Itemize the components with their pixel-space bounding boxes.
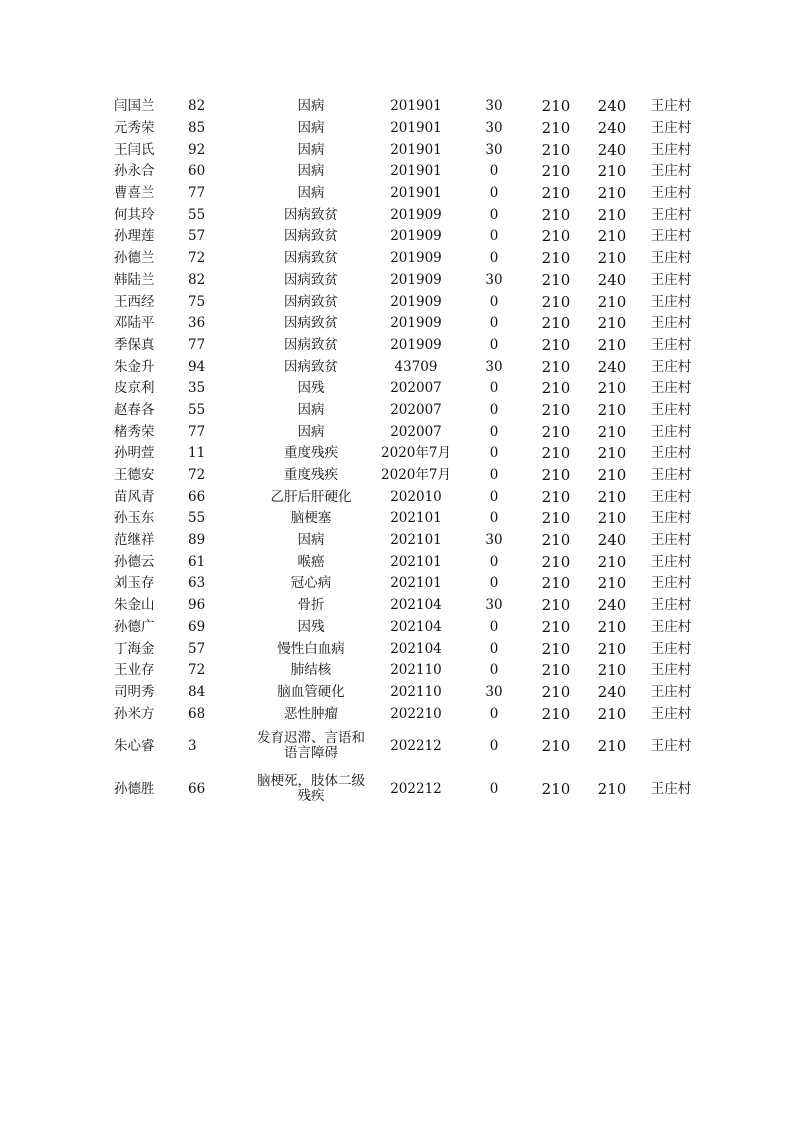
table-row bbox=[104, 465, 704, 487]
age-cell: 77 bbox=[188, 423, 206, 440]
village-cell: 王庄村 bbox=[650, 98, 692, 115]
reason-cell: 因病致贫 bbox=[284, 228, 338, 245]
table-row bbox=[104, 378, 704, 400]
table-row bbox=[104, 486, 704, 508]
name-cell: 孙德云 bbox=[114, 553, 155, 570]
name-cell: 王德安 bbox=[114, 467, 155, 484]
table-row bbox=[104, 313, 704, 335]
date-cell: 202007 bbox=[390, 401, 442, 418]
total-amount-cell: 210 bbox=[597, 736, 627, 755]
name-cell: 王西经 bbox=[114, 293, 155, 310]
table-row bbox=[104, 356, 704, 378]
total-amount-cell: 240 bbox=[597, 596, 627, 615]
extra-amount-cell: 0 bbox=[489, 228, 499, 245]
total-amount-cell: 240 bbox=[597, 119, 627, 138]
base-amount-cell: 210 bbox=[541, 531, 571, 550]
table-row bbox=[104, 768, 704, 811]
date-cell: 201909 bbox=[390, 336, 442, 353]
total-amount-cell: 210 bbox=[597, 552, 627, 571]
table-row bbox=[104, 530, 704, 552]
total-amount-cell: 210 bbox=[597, 466, 627, 485]
base-amount-cell: 210 bbox=[541, 422, 571, 441]
reason-cell: 因病 bbox=[297, 423, 325, 440]
extra-amount-cell: 0 bbox=[489, 575, 499, 592]
base-amount-cell: 210 bbox=[541, 162, 571, 181]
name-cell: 孙明萱 bbox=[114, 445, 155, 462]
base-amount-cell: 210 bbox=[541, 596, 571, 615]
total-amount-cell: 240 bbox=[597, 140, 627, 159]
name-cell: 韩陆兰 bbox=[114, 271, 155, 288]
reason-cell: 冠心病 bbox=[290, 575, 332, 592]
name-cell: 孙玉东 bbox=[114, 510, 155, 527]
base-amount-cell: 210 bbox=[541, 140, 571, 159]
name-cell: 皮京利 bbox=[114, 380, 155, 397]
table-row bbox=[104, 139, 704, 161]
table-row bbox=[104, 183, 704, 205]
age-cell: 11 bbox=[188, 445, 206, 462]
reason-cell: 发育迟滞、言语和语言障碍 bbox=[257, 730, 365, 762]
table-row bbox=[104, 248, 704, 270]
table-row bbox=[104, 660, 704, 682]
table-row bbox=[104, 638, 704, 660]
name-cell: 孙理莲 bbox=[114, 228, 155, 245]
base-amount-cell: 210 bbox=[541, 379, 571, 398]
village-cell: 王庄村 bbox=[650, 445, 692, 462]
reason-cell: 因病 bbox=[297, 532, 325, 549]
extra-amount-cell: 0 bbox=[489, 380, 499, 397]
age-cell: 55 bbox=[188, 401, 206, 418]
base-amount-cell: 210 bbox=[541, 704, 571, 723]
date-cell: 202110 bbox=[390, 683, 442, 700]
village-cell: 王庄村 bbox=[650, 380, 692, 397]
name-cell: 孙德胜 bbox=[114, 780, 155, 797]
total-amount-cell: 210 bbox=[597, 205, 627, 224]
age-cell: 84 bbox=[188, 683, 206, 700]
total-amount-cell: 210 bbox=[597, 379, 627, 398]
age-cell: 36 bbox=[188, 315, 206, 332]
village-cell: 王庄村 bbox=[650, 293, 692, 310]
table-row bbox=[104, 421, 704, 443]
base-amount-cell: 210 bbox=[541, 314, 571, 333]
age-cell: 75 bbox=[188, 293, 206, 310]
base-amount-cell: 210 bbox=[541, 270, 571, 289]
name-cell: 朱心睿 bbox=[114, 737, 155, 754]
total-amount-cell: 210 bbox=[597, 704, 627, 723]
total-amount-cell: 210 bbox=[597, 639, 627, 658]
total-amount-cell: 210 bbox=[597, 314, 627, 333]
age-cell: 82 bbox=[188, 271, 206, 288]
village-cell: 王庄村 bbox=[650, 737, 692, 754]
reason-cell: 肺结核 bbox=[290, 662, 332, 679]
table-row bbox=[104, 551, 704, 573]
total-amount-cell: 210 bbox=[597, 249, 627, 268]
village-cell: 王庄村 bbox=[650, 401, 692, 418]
date-cell: 202101 bbox=[390, 510, 442, 527]
extra-amount-cell: 0 bbox=[489, 662, 499, 679]
date-cell: 201909 bbox=[390, 271, 442, 288]
extra-amount-cell: 0 bbox=[489, 293, 499, 310]
extra-amount-cell: 30 bbox=[485, 141, 503, 158]
age-cell: 82 bbox=[188, 98, 206, 115]
reason-cell: 重度残疾 bbox=[284, 467, 338, 484]
date-cell: 202212 bbox=[390, 737, 442, 754]
table-row bbox=[104, 443, 704, 465]
age-cell: 63 bbox=[188, 575, 206, 592]
village-cell: 王庄村 bbox=[650, 271, 692, 288]
extra-amount-cell: 0 bbox=[489, 510, 499, 527]
base-amount-cell: 210 bbox=[541, 357, 571, 376]
table-row bbox=[104, 617, 704, 639]
reason-cell: 因病 bbox=[297, 401, 325, 418]
reason-cell: 脑梗塞 bbox=[290, 510, 332, 527]
reason-cell: 因病致贫 bbox=[284, 206, 338, 223]
base-amount-cell: 210 bbox=[541, 119, 571, 138]
age-cell: 55 bbox=[188, 510, 206, 527]
total-amount-cell: 240 bbox=[597, 270, 627, 289]
base-amount-cell: 210 bbox=[541, 487, 571, 506]
name-cell: 孙德兰 bbox=[114, 250, 155, 267]
beneficiary-table bbox=[104, 96, 704, 811]
table-row bbox=[104, 335, 704, 357]
date-cell: 201901 bbox=[390, 163, 442, 180]
village-cell: 王庄村 bbox=[650, 358, 692, 375]
base-amount-cell: 210 bbox=[541, 400, 571, 419]
date-cell: 201901 bbox=[390, 185, 442, 202]
reason-cell: 因病 bbox=[297, 185, 325, 202]
name-cell: 范继祥 bbox=[114, 532, 155, 549]
reason-cell: 脑梗死，肢体二级残疾 bbox=[257, 773, 365, 805]
reason-cell: 因残 bbox=[297, 618, 325, 635]
table-row bbox=[104, 508, 704, 530]
total-amount-cell: 210 bbox=[597, 509, 627, 528]
village-cell: 王庄村 bbox=[650, 206, 692, 223]
extra-amount-cell: 0 bbox=[489, 315, 499, 332]
base-amount-cell: 210 bbox=[541, 552, 571, 571]
table-row bbox=[104, 400, 704, 422]
base-amount-cell: 210 bbox=[541, 184, 571, 203]
reason-cell: 因病致贫 bbox=[284, 293, 338, 310]
reason-cell: 因病致贫 bbox=[284, 315, 338, 332]
name-cell: 邓陆平 bbox=[114, 315, 155, 332]
extra-amount-cell: 0 bbox=[489, 250, 499, 267]
base-amount-cell: 210 bbox=[541, 682, 571, 701]
name-cell: 孙永合 bbox=[114, 163, 155, 180]
age-cell: 57 bbox=[188, 640, 206, 657]
name-cell: 刘玉存 bbox=[114, 575, 155, 592]
age-cell: 72 bbox=[188, 467, 206, 484]
date-cell: 201909 bbox=[390, 206, 442, 223]
reason-cell: 因病 bbox=[297, 163, 325, 180]
table-body bbox=[104, 96, 704, 811]
base-amount-cell: 210 bbox=[541, 227, 571, 246]
village-cell: 王庄村 bbox=[650, 185, 692, 202]
name-cell: 元秀荣 bbox=[114, 120, 155, 137]
total-amount-cell: 210 bbox=[597, 574, 627, 593]
table-row bbox=[104, 96, 704, 118]
total-amount-cell: 210 bbox=[597, 617, 627, 636]
extra-amount-cell: 0 bbox=[489, 206, 499, 223]
total-amount-cell: 210 bbox=[597, 292, 627, 311]
age-cell: 77 bbox=[188, 336, 206, 353]
table-row bbox=[104, 118, 704, 140]
village-cell: 王庄村 bbox=[650, 780, 692, 797]
base-amount-cell: 210 bbox=[541, 639, 571, 658]
base-amount-cell: 210 bbox=[541, 97, 571, 116]
base-amount-cell: 210 bbox=[541, 574, 571, 593]
date-cell: 201909 bbox=[390, 250, 442, 267]
reason-cell: 重度残疾 bbox=[284, 445, 338, 462]
reason-cell: 因病 bbox=[297, 120, 325, 137]
extra-amount-cell: 0 bbox=[489, 780, 499, 797]
table-row bbox=[104, 291, 704, 313]
table-row bbox=[104, 161, 704, 183]
name-cell: 闫国兰 bbox=[114, 98, 155, 115]
reason-cell: 因病致贫 bbox=[284, 336, 338, 353]
table-row bbox=[104, 703, 704, 725]
age-cell: 61 bbox=[188, 553, 206, 570]
name-cell: 朱金升 bbox=[114, 358, 155, 375]
reason-cell: 因病 bbox=[297, 98, 325, 115]
age-cell: 3 bbox=[188, 737, 197, 754]
table-row bbox=[104, 204, 704, 226]
age-cell: 89 bbox=[188, 532, 206, 549]
base-amount-cell: 210 bbox=[541, 444, 571, 463]
name-cell: 何其玲 bbox=[114, 206, 155, 223]
village-cell: 王庄村 bbox=[650, 662, 692, 679]
village-cell: 王庄村 bbox=[650, 228, 692, 245]
age-cell: 72 bbox=[188, 250, 206, 267]
date-cell: 202210 bbox=[390, 705, 442, 722]
village-cell: 王庄村 bbox=[650, 532, 692, 549]
total-amount-cell: 210 bbox=[597, 779, 627, 798]
village-cell: 王庄村 bbox=[650, 315, 692, 332]
total-amount-cell: 240 bbox=[597, 97, 627, 116]
village-cell: 王庄村 bbox=[650, 488, 692, 505]
table-row bbox=[104, 725, 704, 768]
base-amount-cell: 210 bbox=[541, 509, 571, 528]
village-cell: 王庄村 bbox=[650, 705, 692, 722]
date-cell: 202007 bbox=[390, 423, 442, 440]
table-row bbox=[104, 226, 704, 248]
date-cell: 202104 bbox=[390, 618, 442, 635]
extra-amount-cell: 0 bbox=[489, 737, 499, 754]
reason-cell: 骨折 bbox=[297, 597, 325, 614]
age-cell: 69 bbox=[188, 618, 206, 635]
extra-amount-cell: 30 bbox=[485, 683, 503, 700]
name-cell: 孙德广 bbox=[114, 618, 155, 635]
table-row bbox=[104, 270, 704, 292]
table-row bbox=[104, 595, 704, 617]
total-amount-cell: 210 bbox=[597, 162, 627, 181]
extra-amount-cell: 0 bbox=[489, 467, 499, 484]
village-cell: 王庄村 bbox=[650, 575, 692, 592]
reason-cell: 因病 bbox=[297, 141, 325, 158]
extra-amount-cell: 0 bbox=[489, 705, 499, 722]
extra-amount-cell: 0 bbox=[489, 401, 499, 418]
date-cell: 202212 bbox=[390, 780, 442, 797]
name-cell: 曹喜兰 bbox=[114, 185, 155, 202]
table-row bbox=[104, 682, 704, 704]
extra-amount-cell: 0 bbox=[489, 336, 499, 353]
extra-amount-cell: 0 bbox=[489, 553, 499, 570]
base-amount-cell: 210 bbox=[541, 205, 571, 224]
base-amount-cell: 210 bbox=[541, 661, 571, 680]
total-amount-cell: 210 bbox=[597, 661, 627, 680]
village-cell: 王庄村 bbox=[650, 618, 692, 635]
extra-amount-cell: 30 bbox=[485, 98, 503, 115]
base-amount-cell: 210 bbox=[541, 335, 571, 354]
name-cell: 楮秀荣 bbox=[114, 423, 155, 440]
base-amount-cell: 210 bbox=[541, 617, 571, 636]
age-cell: 60 bbox=[188, 163, 206, 180]
village-cell: 王庄村 bbox=[650, 336, 692, 353]
village-cell: 王庄村 bbox=[650, 163, 692, 180]
age-cell: 57 bbox=[188, 228, 206, 245]
village-cell: 王庄村 bbox=[650, 640, 692, 657]
date-cell: 201909 bbox=[390, 228, 442, 245]
total-amount-cell: 210 bbox=[597, 422, 627, 441]
extra-amount-cell: 30 bbox=[485, 597, 503, 614]
age-cell: 96 bbox=[188, 597, 206, 614]
age-cell: 92 bbox=[188, 141, 206, 158]
village-cell: 王庄村 bbox=[650, 597, 692, 614]
date-cell: 202104 bbox=[390, 640, 442, 657]
base-amount-cell: 210 bbox=[541, 466, 571, 485]
name-cell: 孙米方 bbox=[114, 705, 155, 722]
name-cell: 司明秀 bbox=[114, 683, 155, 700]
total-amount-cell: 240 bbox=[597, 357, 627, 376]
total-amount-cell: 240 bbox=[597, 682, 627, 701]
total-amount-cell: 210 bbox=[597, 444, 627, 463]
name-cell: 季保真 bbox=[114, 336, 155, 353]
total-amount-cell: 210 bbox=[597, 400, 627, 419]
reason-cell: 因病致贫 bbox=[284, 358, 338, 375]
age-cell: 77 bbox=[188, 185, 206, 202]
reason-cell: 因病致贫 bbox=[284, 250, 338, 267]
reason-cell: 因残 bbox=[297, 380, 325, 397]
total-amount-cell: 210 bbox=[597, 184, 627, 203]
reason-cell: 喉癌 bbox=[297, 553, 325, 570]
reason-cell: 慢性白血病 bbox=[277, 640, 345, 657]
age-cell: 72 bbox=[188, 662, 206, 679]
age-cell: 55 bbox=[188, 206, 206, 223]
date-cell: 201901 bbox=[390, 120, 442, 137]
date-cell: 202101 bbox=[390, 575, 442, 592]
village-cell: 王庄村 bbox=[650, 423, 692, 440]
extra-amount-cell: 0 bbox=[489, 185, 499, 202]
date-cell: 43709 bbox=[394, 358, 438, 375]
base-amount-cell: 210 bbox=[541, 779, 571, 798]
village-cell: 王庄村 bbox=[650, 553, 692, 570]
extra-amount-cell: 0 bbox=[489, 640, 499, 657]
age-cell: 66 bbox=[188, 780, 206, 797]
village-cell: 王庄村 bbox=[650, 683, 692, 700]
name-cell: 赵春各 bbox=[114, 401, 155, 418]
table-row bbox=[104, 573, 704, 595]
reason-cell: 因病致贫 bbox=[284, 271, 338, 288]
date-cell: 201901 bbox=[390, 141, 442, 158]
age-cell: 68 bbox=[188, 705, 206, 722]
extra-amount-cell: 0 bbox=[489, 163, 499, 180]
base-amount-cell: 210 bbox=[541, 249, 571, 268]
date-cell: 2020年7月 bbox=[381, 445, 451, 462]
date-cell: 201909 bbox=[390, 315, 442, 332]
age-cell: 35 bbox=[188, 380, 206, 397]
total-amount-cell: 210 bbox=[597, 487, 627, 506]
extra-amount-cell: 0 bbox=[489, 423, 499, 440]
date-cell: 201909 bbox=[390, 293, 442, 310]
date-cell: 201901 bbox=[390, 98, 442, 115]
name-cell: 丁海金 bbox=[114, 640, 155, 657]
village-cell: 王庄村 bbox=[650, 141, 692, 158]
village-cell: 王庄村 bbox=[650, 120, 692, 137]
name-cell: 朱金山 bbox=[114, 597, 155, 614]
date-cell: 202101 bbox=[390, 532, 442, 549]
reason-cell: 恶性肿瘤 bbox=[284, 705, 338, 722]
extra-amount-cell: 30 bbox=[485, 271, 503, 288]
extra-amount-cell: 0 bbox=[489, 618, 499, 635]
extra-amount-cell: 30 bbox=[485, 120, 503, 137]
date-cell: 202010 bbox=[390, 488, 442, 505]
name-cell: 王闫氏 bbox=[114, 141, 155, 158]
reason-cell: 乙肝后肝硬化 bbox=[270, 488, 352, 505]
name-cell: 苗风青 bbox=[114, 488, 155, 505]
extra-amount-cell: 30 bbox=[485, 358, 503, 375]
age-cell: 66 bbox=[188, 488, 206, 505]
age-cell: 94 bbox=[188, 358, 206, 375]
date-cell: 202007 bbox=[390, 380, 442, 397]
date-cell: 2020年7月 bbox=[381, 467, 451, 484]
base-amount-cell: 210 bbox=[541, 292, 571, 311]
extra-amount-cell: 0 bbox=[489, 488, 499, 505]
total-amount-cell: 210 bbox=[597, 335, 627, 354]
base-amount-cell: 210 bbox=[541, 736, 571, 755]
village-cell: 王庄村 bbox=[650, 250, 692, 267]
village-cell: 王庄村 bbox=[650, 467, 692, 484]
reason-cell: 脑血管硬化 bbox=[277, 683, 345, 700]
name-cell: 王业存 bbox=[114, 662, 155, 679]
total-amount-cell: 240 bbox=[597, 531, 627, 550]
extra-amount-cell: 30 bbox=[485, 532, 503, 549]
village-cell: 王庄村 bbox=[650, 510, 692, 527]
total-amount-cell: 210 bbox=[597, 227, 627, 246]
date-cell: 202110 bbox=[390, 662, 442, 679]
extra-amount-cell: 0 bbox=[489, 445, 499, 462]
date-cell: 202101 bbox=[390, 553, 442, 570]
date-cell: 202104 bbox=[390, 597, 442, 614]
age-cell: 85 bbox=[188, 120, 206, 137]
